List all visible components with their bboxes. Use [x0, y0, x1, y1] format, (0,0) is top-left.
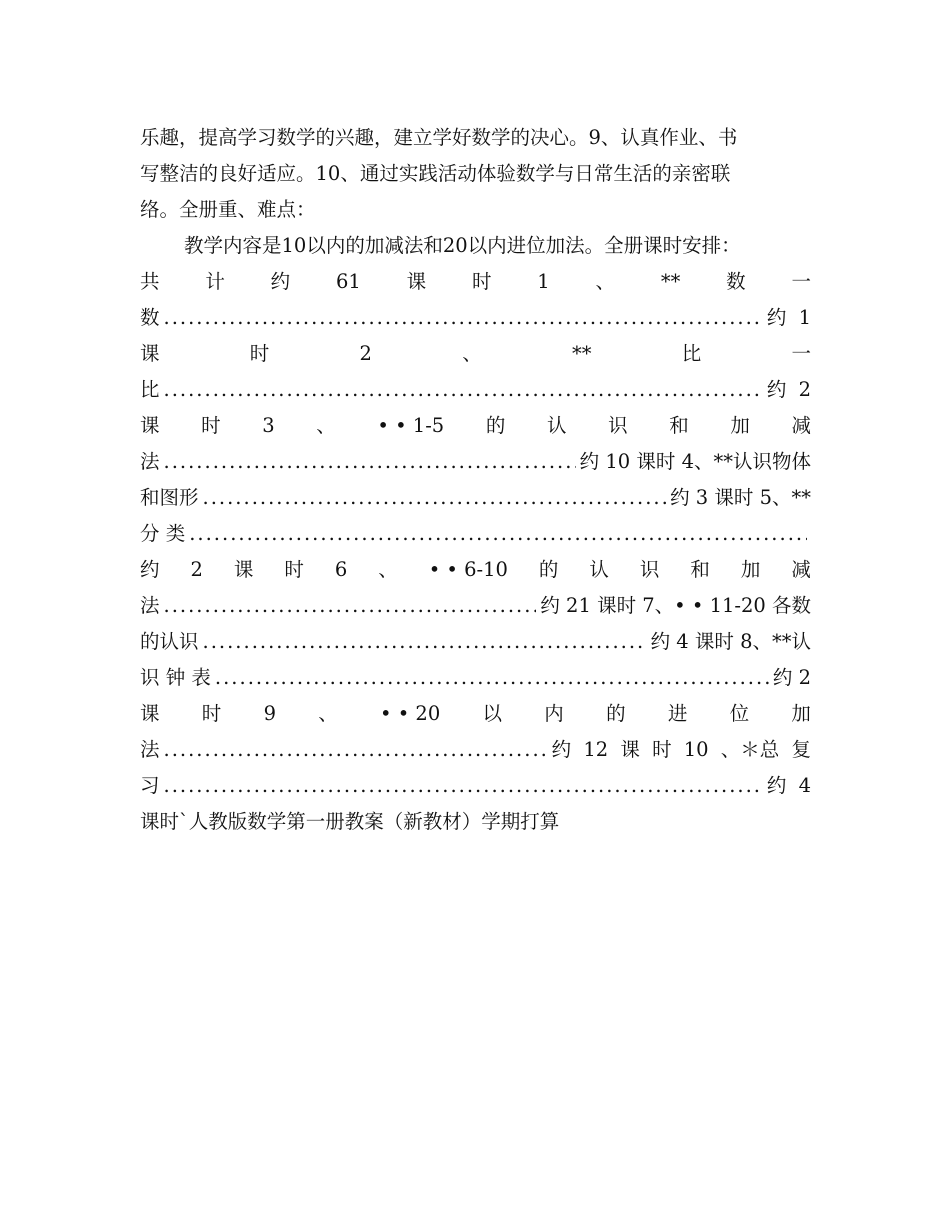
toc-entry: 法	[140, 450, 160, 473]
dot-leader	[164, 300, 763, 336]
dot-leader	[164, 732, 548, 768]
justified-line-7	[140, 336, 811, 372]
word: 2	[359, 342, 372, 365]
word: 时	[201, 414, 221, 437]
word: 课	[140, 342, 160, 365]
toc-entry: 习	[140, 774, 160, 797]
word: 数	[726, 270, 746, 293]
word: 课	[406, 270, 427, 293]
toc-entry: 的认识	[140, 630, 199, 653]
word: 和	[669, 414, 689, 437]
dot-leader	[164, 588, 537, 624]
word: • • 1-5	[377, 414, 445, 437]
toc-hours: 约 10 课时 4、**认识物体	[579, 450, 811, 473]
word: 时	[201, 702, 222, 725]
word: 2	[190, 558, 203, 581]
word: 一	[791, 270, 811, 293]
toc-line-8	[140, 372, 811, 408]
word: 1	[537, 270, 550, 293]
word: 和	[690, 558, 710, 581]
paragraph-line-4: 教学内容是10以内的加减法和20以内进位加法。全册课时安排：	[184, 234, 741, 257]
word: 加	[791, 702, 811, 725]
toc-line-6	[140, 300, 811, 336]
word: • • 20	[380, 702, 441, 725]
word: 共	[140, 270, 160, 293]
justified-line-13	[140, 552, 811, 588]
word: 识	[639, 558, 660, 581]
toc-hours: 约 4 课时 8、**认	[650, 630, 811, 653]
toc-line-11	[140, 480, 811, 516]
toc-line-10	[140, 444, 811, 480]
word: 加	[740, 558, 761, 581]
paragraph-line-20: 课时`人教版数学第一册教案（新教材）学期打算	[140, 810, 560, 833]
toc-hours: 约 2	[772, 666, 811, 689]
paragraph-line-1: 乐趣，提高学习数学的兴趣，建立学好数学的决心。9、认真作业、书	[140, 126, 738, 149]
word: 位	[729, 702, 750, 725]
toc-entry: 法	[140, 594, 160, 617]
word: 、	[462, 342, 482, 365]
word: 、	[378, 558, 398, 581]
dot-leader	[203, 624, 647, 660]
toc-hours: 约 12 课 时 10 、＊总 复	[551, 738, 811, 761]
word: 61	[335, 270, 361, 293]
word: 、	[595, 270, 616, 293]
word: 6	[334, 558, 348, 581]
word: 9	[263, 702, 276, 725]
dot-leader	[164, 444, 576, 480]
word: 的	[606, 702, 626, 725]
word: 约	[270, 270, 291, 293]
toc-line-18	[140, 732, 811, 768]
word: 比	[681, 342, 702, 365]
justified-line-5	[140, 264, 811, 300]
word: 课	[140, 702, 160, 725]
justified-line-17	[140, 696, 811, 732]
toc-line-14	[140, 588, 811, 624]
dot-leader	[164, 372, 763, 408]
word: 课	[140, 414, 160, 437]
toc-entry: 数	[140, 306, 160, 329]
word: 识	[608, 414, 628, 437]
word: 加	[730, 414, 750, 437]
toc-entry: 比	[140, 378, 160, 401]
toc-line-16	[140, 660, 811, 696]
toc-entry: 分 类	[140, 522, 186, 545]
toc-hours: 约 1	[766, 306, 811, 329]
word: 进	[667, 702, 688, 725]
word: 、	[316, 414, 336, 437]
toc-entry: 和图形	[140, 486, 199, 509]
toc-hours: 约 2	[766, 378, 811, 401]
word: 的	[485, 414, 506, 437]
paragraph-line-2: 写整洁的良好适应。10、通过实践活动体验数学与日常生活的亲密联	[140, 162, 731, 185]
word: 约	[140, 558, 160, 581]
word: 减	[791, 414, 811, 437]
word: **	[571, 342, 592, 365]
dot-leader	[203, 480, 667, 516]
paragraph-line-3: 络。全册重、难点：	[140, 198, 316, 221]
toc-hours: 约 3 课时 5、**	[670, 486, 811, 509]
dot-leader	[164, 768, 763, 804]
word: 时	[471, 270, 492, 293]
word: 以	[482, 702, 503, 725]
dot-leader	[189, 516, 807, 552]
word: 一	[791, 342, 811, 365]
toc-entry: 识 钟 表	[140, 666, 211, 689]
word: 3	[262, 414, 275, 437]
word: 认	[546, 414, 567, 437]
word: 计	[205, 270, 225, 293]
word: 课	[233, 558, 254, 581]
justified-line-9	[140, 408, 811, 444]
toc-line-15	[140, 624, 811, 660]
word: 内	[544, 702, 564, 725]
word: • • 6-10	[428, 558, 508, 581]
word: **	[660, 270, 681, 293]
toc-line-19	[140, 768, 811, 804]
toc-hours: 约 21 课时 7、• • 11-20 各数	[540, 594, 811, 617]
dot-leader	[215, 660, 769, 696]
word: 时	[284, 558, 304, 581]
word: 、	[318, 702, 338, 725]
toc-hours: 约 4	[766, 774, 811, 797]
word: 时	[249, 342, 270, 365]
toc-line-12	[140, 516, 811, 552]
toc-entry: 法	[140, 738, 160, 761]
word: 认	[589, 558, 609, 581]
word: 减	[791, 558, 811, 581]
word: 的	[538, 558, 559, 581]
